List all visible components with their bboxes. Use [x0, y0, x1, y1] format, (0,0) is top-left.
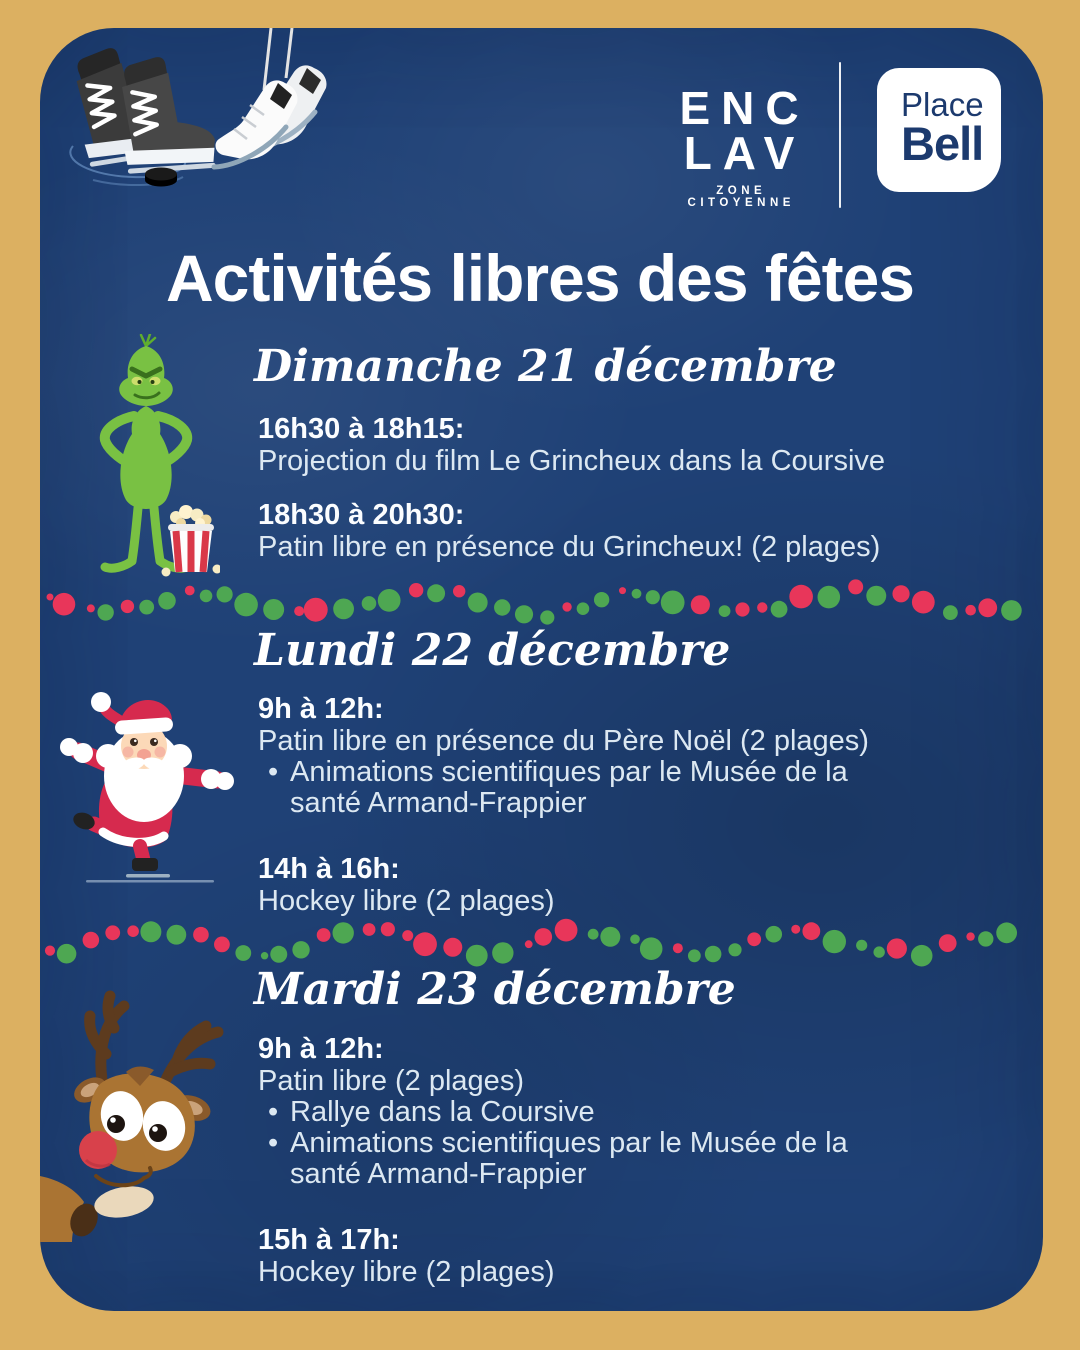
enclav-subtitle: ZONE CITOYENNE	[687, 185, 795, 209]
section-date: Mardi 23 décembre	[254, 964, 736, 1015]
logo-divider	[839, 62, 841, 208]
figure-skates-icon	[214, 28, 327, 167]
enclav-wordmark-line: ENC	[679, 82, 810, 134]
event	[258, 412, 1030, 477]
puck-icon	[145, 168, 177, 187]
event-bullet: • Animations scientifiques par le Musée de la santé Armand-Frappier	[258, 757, 910, 819]
event-bullet: • Animations scientifiques par le Musée de la santé Armand-Frappier	[258, 1128, 910, 1190]
event	[258, 1032, 1030, 1190]
poster-title: Activités libres des fêtes	[165, 241, 915, 315]
section-date: Lundi 22 décembre	[254, 625, 731, 676]
event	[258, 1223, 1030, 1288]
place-bell-bell: Bell	[901, 117, 984, 170]
event-time: 9h à 12h:	[258, 1033, 384, 1065]
enclav-wordmark-line: LAV	[683, 127, 806, 179]
event-description: Hockey libre (2 plages)	[258, 885, 555, 917]
event-time: 18h30 à 20h30:	[258, 499, 465, 531]
enclav-logo	[666, 82, 812, 209]
event-bullet-list	[258, 757, 910, 819]
section-events	[258, 692, 1030, 917]
reindeer-illustration	[40, 980, 245, 1242]
garland-divider	[42, 576, 1041, 628]
event-time: 16h30 à 18h15:	[258, 413, 465, 445]
section-events	[258, 1032, 1030, 1288]
event-description: Hockey libre (2 plages)	[258, 1256, 555, 1288]
skates-illustration	[55, 28, 347, 200]
event-description: Projection du film Le Grincheux dans la Coursive	[258, 445, 886, 477]
garland-divider	[42, 916, 1041, 968]
section-date: Dimanche 21 décembre	[254, 341, 837, 392]
event-time: 14h à 16h:	[258, 853, 400, 885]
hockey-skates-icon	[70, 40, 217, 186]
event	[258, 852, 1030, 917]
event-description: Patin libre en présence du Grincheux! (2 plages)	[258, 531, 881, 563]
grinch-illustration	[80, 334, 220, 586]
place-bell-logo	[877, 68, 1001, 192]
event	[258, 692, 1030, 819]
event-time: 9h à 12h:	[258, 693, 384, 725]
event-bullet-list	[258, 1097, 910, 1190]
section-events	[258, 412, 1030, 563]
santa-illustration	[52, 676, 242, 884]
event	[258, 498, 1030, 563]
event-time: 15h à 17h:	[258, 1224, 400, 1256]
event-description: Patin libre (2 plages)	[258, 1065, 524, 1097]
place-bell-place: Place	[901, 86, 984, 123]
event-bullet: • Rallye dans la Coursive	[258, 1097, 910, 1128]
event-description: Patin libre en présence du Père Noël (2 plages)	[258, 725, 869, 757]
